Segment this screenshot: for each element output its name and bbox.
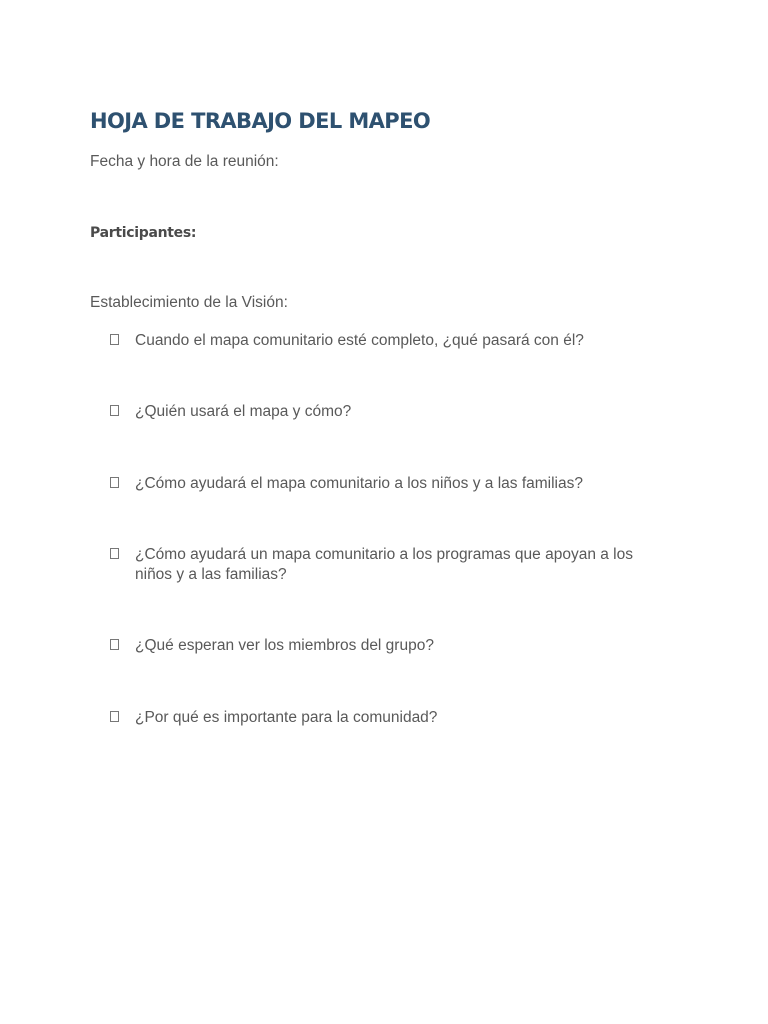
question-text: Cuando el mapa comunitario esté completo, ¿qué pasará con él?	[135, 332, 584, 349]
bullet-box-icon	[110, 548, 119, 559]
bullet-box-icon	[110, 477, 119, 488]
question-text: ¿Cómo ayudará un mapa comunitario a los programas que apoyan a los niños y a las familias?	[135, 546, 633, 583]
bullet-box-icon	[110, 639, 119, 650]
meeting-date-label: Fecha y hora de la reunión:	[90, 153, 279, 170]
bullet-box-icon	[110, 711, 119, 722]
participants-label: Participantes:	[90, 225, 197, 241]
vision-label: Establecimiento de la Visión:	[90, 294, 288, 311]
question-text: ¿Cómo ayudará el mapa comunitario a los niños y a las familias?	[135, 475, 583, 492]
bullet-box-icon	[110, 405, 119, 416]
question-text: ¿Quién usará el mapa y cómo?	[135, 403, 352, 420]
bullet-box-icon	[110, 334, 119, 345]
question-text: ¿Qué esperan ver los miembros del grupo?	[135, 637, 434, 654]
document-title: HOJA DE TRABAJO DEL MAPEO	[90, 109, 431, 133]
question-text: ¿Por qué es importante para la comunidad?	[135, 709, 438, 726]
